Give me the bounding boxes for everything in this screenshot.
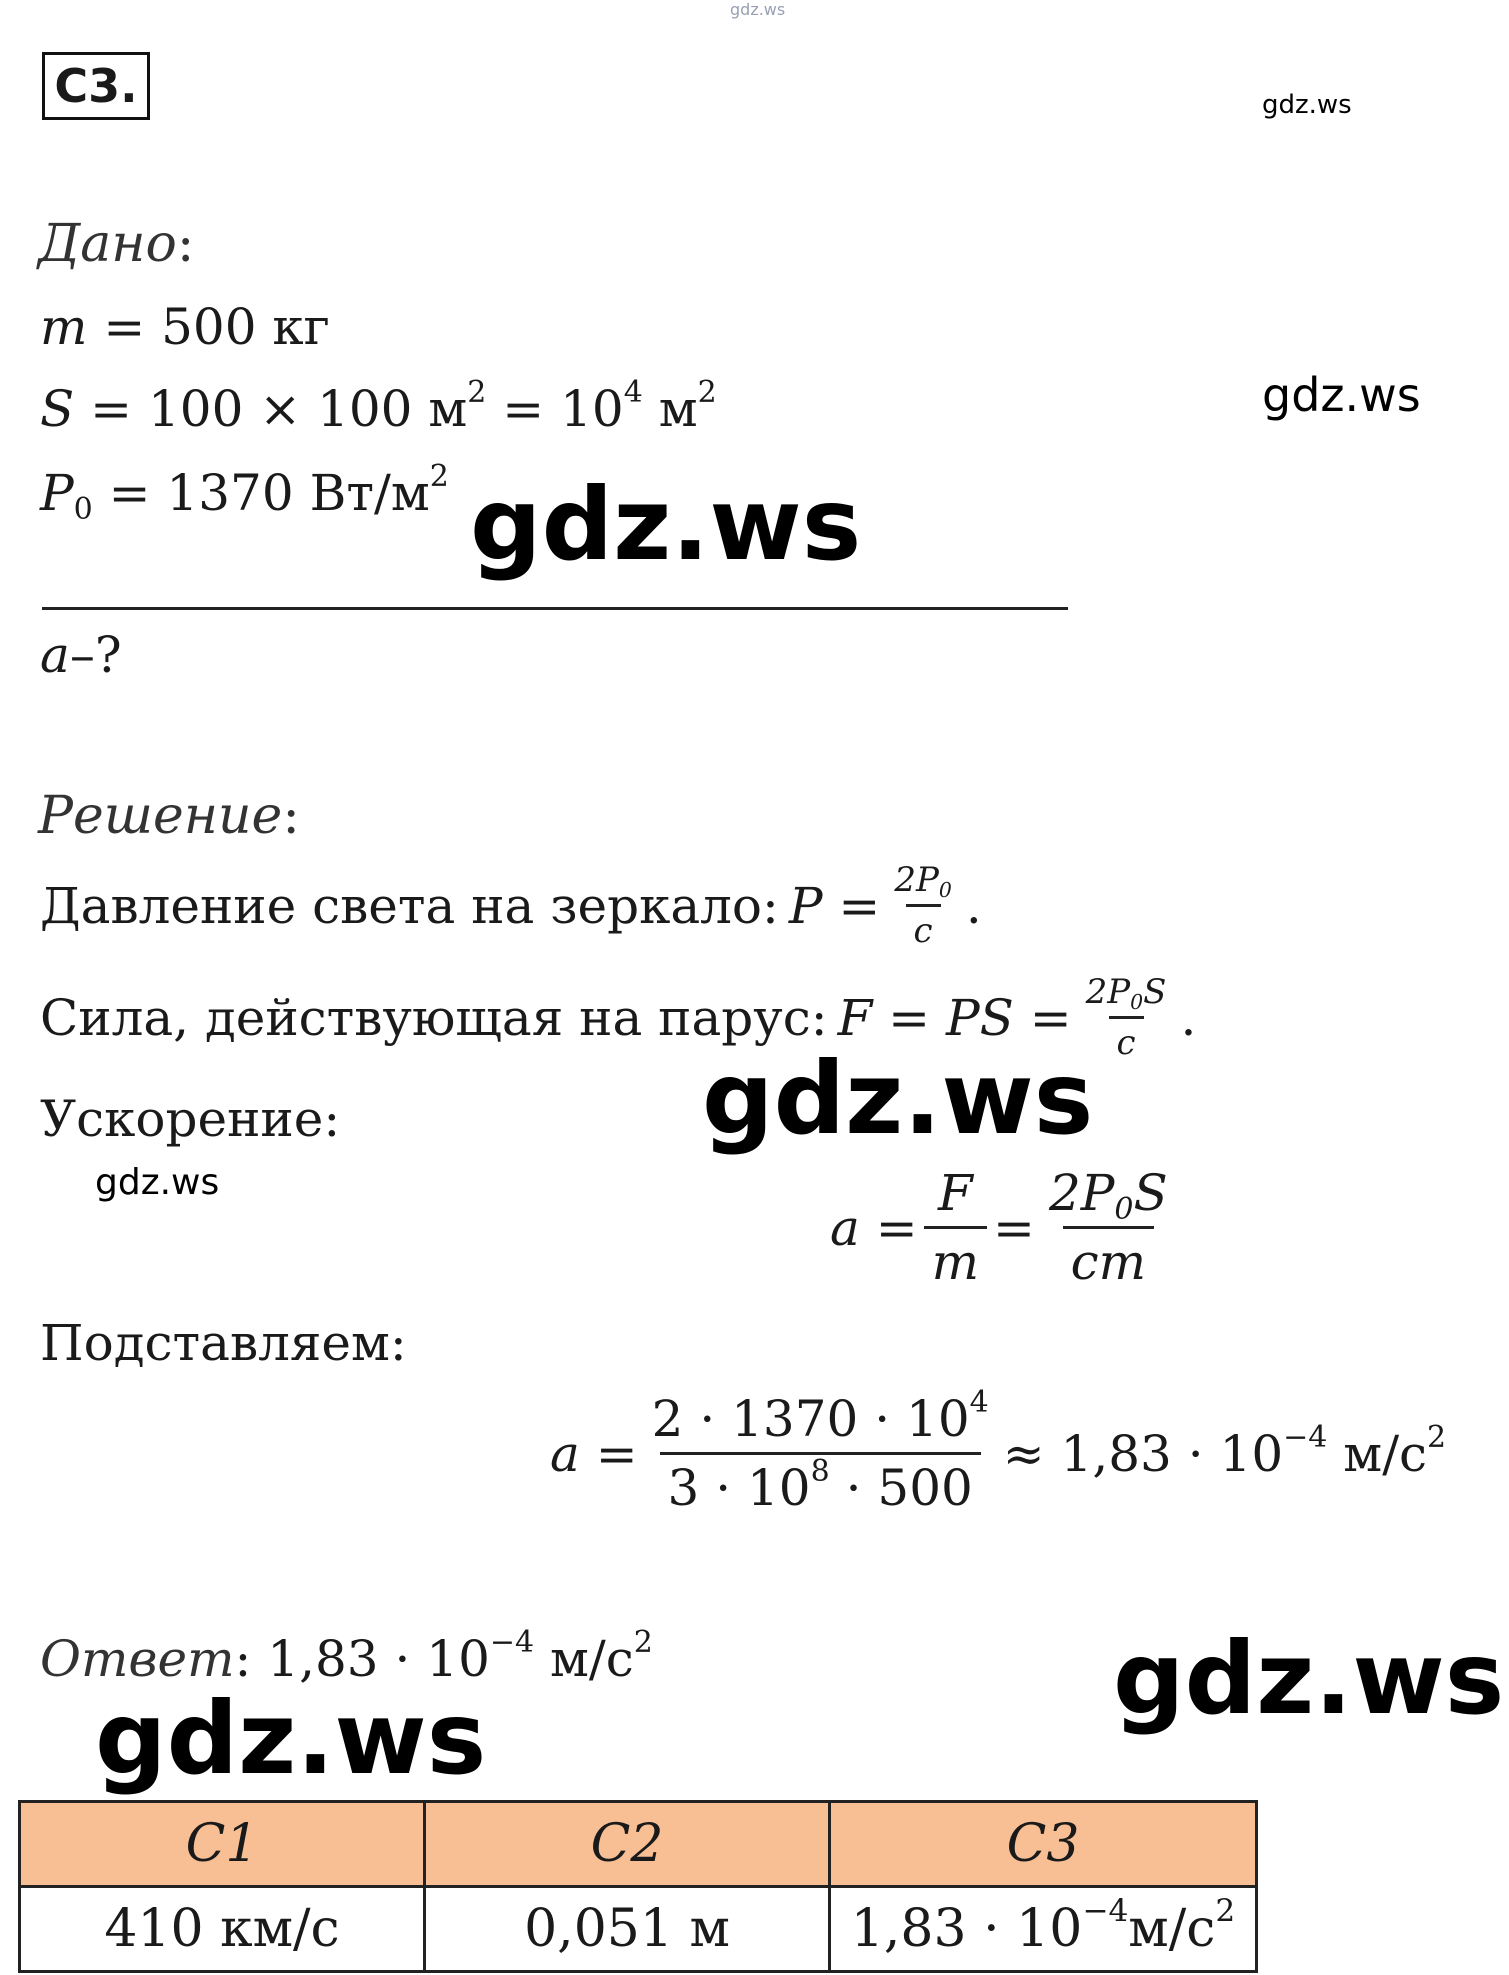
table-cell-c2: 0,051 м [425, 1887, 830, 1972]
table-header-row [20, 1802, 1257, 1887]
pressure-fraction: $\frac{2P_0}{c}$ [894, 860, 952, 951]
accel-fraction-1: $\frac{F}{m}$ [924, 1164, 987, 1291]
answers-table [18, 1800, 1258, 1973]
watermark-small: gdz.ws [1262, 90, 1352, 120]
table-header-cell: C3 [830, 1802, 1257, 1887]
substitute-label: Подставляем: [40, 1314, 407, 1372]
given-mass: m = 500 кг [40, 298, 330, 356]
table-cell-c1: 410 км/с [20, 1887, 425, 1972]
force-line: Сила, действующая на парус: F = PS = $\frac{2P_0S}{c}$ . [40, 972, 1197, 1063]
watermark-medium: gdz.ws [1262, 368, 1421, 422]
substitute-fraction: $\frac{2 \cdot 1370 \cdot 10^4}{3 \cdot 10^8 \cdot 500}$ [651, 1385, 989, 1517]
table-header-cell: C1 [20, 1802, 425, 1887]
substitute-formula: a = $\frac{2 \cdot 1370 \cdot 10^4}{3 \cdot 10^8 \cdot 500}$ ≈ $1,83 \cdot 10^{-4}$ $м/с^2$ [550, 1385, 1447, 1517]
watermark-large: gdz.ws [1113, 1620, 1505, 1737]
table-cell-c3: $1,83 \cdot 10^{-4}м/с^2$ [830, 1887, 1257, 1972]
find-line: a–? [40, 626, 122, 684]
given-power: $P_0 = 1370$ $Вт/м^2$ [40, 459, 449, 527]
table-row [20, 1887, 1257, 1972]
pressure-line: Давление света на зеркало: P = $\frac{2P_0}{c}$ . [40, 860, 982, 951]
table-header-cell: C2 [425, 1802, 830, 1887]
given-area: S = 100 × 100 $м^2 = 10^4$ $м^2$ [40, 375, 717, 438]
answer-line: Ответ: $1,83 \cdot 10^{-4}$ $м/с^2$ [40, 1625, 653, 1688]
given-heading: Дано: [38, 214, 195, 274]
watermark-small: gdz.ws [95, 1162, 220, 1203]
given-divider [42, 607, 1068, 610]
watermark-large: gdz.ws [470, 466, 862, 583]
acceleration-formula: a = $\frac{F}{m}$ = $\frac{2P_0S}{cm}$ [830, 1164, 1182, 1291]
solution-heading: Решение: [38, 786, 300, 846]
acceleration-label: Ускорение: [40, 1090, 341, 1148]
task-label: C3. [42, 52, 150, 120]
watermark-top: gdz.ws [730, 0, 786, 19]
force-fraction: $\frac{2P_0S}{c}$ [1085, 972, 1167, 1063]
watermark-large: gdz.ws [702, 1040, 1094, 1157]
watermark-large: gdz.ws [95, 1680, 487, 1797]
accel-fraction-2: $\frac{2P_0S}{cm}$ [1048, 1164, 1168, 1291]
